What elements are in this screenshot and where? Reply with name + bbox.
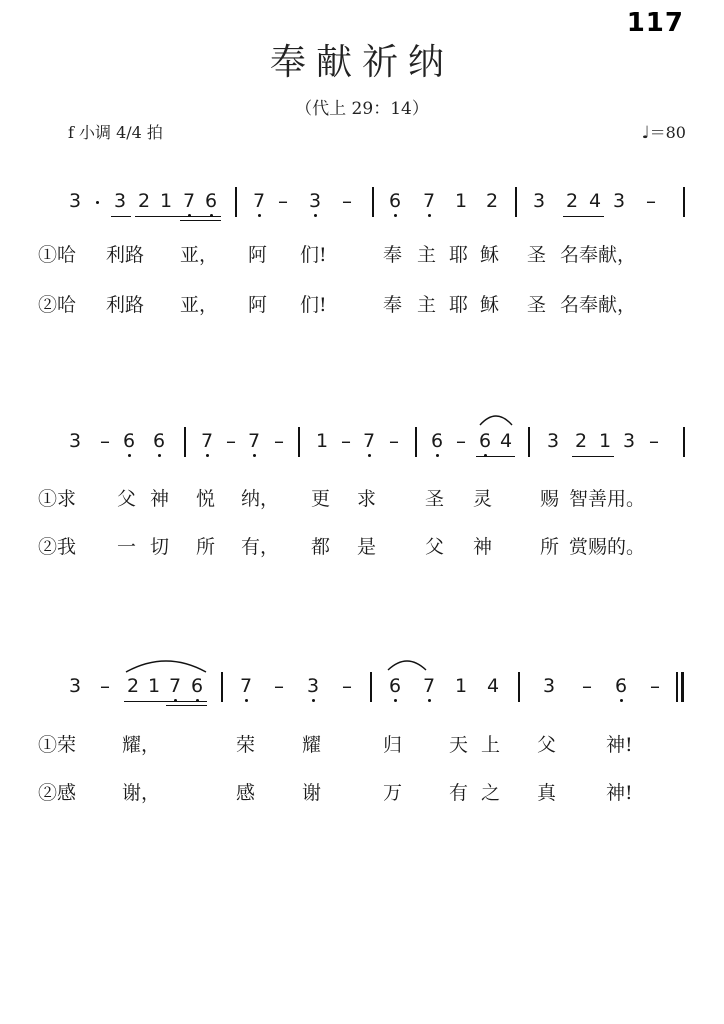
lyric-syllable: 赐	[540, 488, 560, 510]
lyric-syllable: 荣	[236, 734, 256, 756]
lyric-syllable: 神!	[606, 734, 633, 756]
lyric-syllable: 谢，	[122, 782, 161, 804]
barline	[184, 427, 186, 457]
note: 3	[68, 190, 82, 212]
lyric-syllable: 神	[473, 536, 493, 558]
slur-mark	[386, 656, 428, 672]
tempo-marking	[642, 120, 686, 143]
final-barline-thick	[681, 672, 684, 702]
lyric-syllable: 所	[540, 536, 560, 558]
lyric-syllable: 耶	[449, 244, 469, 266]
note: 3	[546, 430, 560, 452]
note: 2	[126, 675, 140, 697]
barline	[298, 427, 300, 457]
note: 3	[113, 190, 127, 212]
lyric-syllable: 是	[357, 536, 377, 558]
lyric-syllable: ②哈	[38, 294, 77, 316]
barline	[221, 672, 223, 702]
lyric-syllable: 智善用。	[569, 488, 646, 510]
lyric-syllable: 更	[311, 488, 331, 510]
note: 7	[360, 428, 378, 454]
note: 1	[454, 190, 468, 212]
lyric-line-1-verse-1	[0, 240, 724, 270]
augmentation-dot	[96, 201, 99, 204]
lyric-syllable: 奉	[383, 244, 403, 266]
note: 6	[120, 428, 138, 454]
note: 7	[198, 428, 216, 454]
lyric-syllable: 稣	[480, 294, 500, 316]
barline	[515, 187, 517, 217]
lyric-syllable: ②我	[38, 536, 77, 558]
note: 6	[476, 428, 494, 454]
lyric-line-3-verse-2	[0, 778, 724, 808]
lyric-syllable: 神	[150, 488, 170, 510]
dash: –	[342, 189, 352, 213]
dash: –	[274, 674, 284, 698]
lyric-syllable: 纳，	[241, 488, 280, 510]
dash: –	[646, 189, 656, 213]
note: 4	[486, 675, 500, 697]
underline-beam	[135, 216, 221, 217]
tempo-value: ＝80	[649, 123, 686, 142]
dash: –	[274, 429, 284, 453]
dash: –	[100, 429, 110, 453]
lyric-syllable: 利路	[106, 294, 145, 316]
barline	[372, 187, 374, 217]
note: 3	[68, 430, 82, 452]
lyric-syllable: 主	[417, 294, 437, 316]
lyric-syllable: 圣	[527, 294, 547, 316]
lyric-line-3-verse-1	[0, 730, 724, 760]
final-barline-thin	[676, 672, 678, 702]
lyric-syllable: 阿	[248, 244, 268, 266]
lyric-syllable: 们!	[300, 294, 327, 316]
lyric-syllable: 圣	[425, 488, 445, 510]
note: 2	[574, 430, 588, 452]
lyric-syllable: 主	[417, 244, 437, 266]
dash: –	[342, 674, 352, 698]
slur-mark	[478, 411, 514, 427]
note: 6	[188, 673, 206, 699]
lyric-syllable: 名奉献，	[560, 244, 637, 266]
note: 3	[612, 190, 626, 212]
lyric-syllable: 阿	[248, 294, 268, 316]
lyric-syllable: ①哈	[38, 244, 77, 266]
note: 3	[532, 190, 546, 212]
underline-beam	[180, 220, 221, 221]
dash: –	[278, 189, 288, 213]
note: 1	[598, 430, 612, 452]
lyric-syllable: 们!	[300, 244, 327, 266]
lyric-syllable: 所	[196, 536, 216, 558]
underline-beam	[166, 705, 207, 706]
underline-beam	[124, 701, 207, 702]
note: 4	[499, 430, 513, 452]
barline	[235, 187, 237, 217]
note: 6	[428, 428, 446, 454]
lyric-syllable: 都	[311, 536, 331, 558]
dash: –	[341, 429, 351, 453]
note: 3	[306, 188, 324, 214]
lyric-syllable: ①荣	[38, 734, 77, 756]
dash: –	[100, 674, 110, 698]
dash: –	[389, 429, 399, 453]
note: 7	[420, 188, 438, 214]
lyric-syllable: ①求	[38, 488, 77, 510]
barline	[528, 427, 530, 457]
lyric-syllable: 切	[150, 536, 170, 558]
lyric-syllable: 神!	[606, 782, 633, 804]
note: 2	[137, 190, 151, 212]
lyric-syllable: 万	[383, 782, 403, 804]
scripture-reference: （代上 29：14）	[295, 99, 429, 119]
lyric-syllable: ②感	[38, 782, 77, 804]
song-title: 奉献祈纳	[269, 42, 454, 83]
note: 3	[622, 430, 636, 452]
lyric-syllable: 有，	[241, 536, 280, 558]
barline	[415, 427, 417, 457]
lyric-syllable: 赏赐的。	[569, 536, 646, 558]
barline	[683, 427, 685, 457]
lyric-syllable: 耀	[302, 734, 322, 756]
lyric-syllable: 名奉献，	[560, 294, 637, 316]
note: 3	[68, 675, 82, 697]
lyric-syllable: 灵	[473, 488, 493, 510]
lyric-syllable: 感	[236, 782, 256, 804]
dash: –	[582, 674, 592, 698]
lyric-line-2-verse-2	[0, 532, 724, 562]
lyric-syllable: 父	[117, 488, 137, 510]
note: 1	[315, 430, 329, 452]
lyric-syllable: 圣	[527, 244, 547, 266]
note: 6	[612, 673, 630, 699]
lyric-syllable: 求	[357, 488, 377, 510]
score-system-1	[0, 183, 724, 223]
lyric-line-1-verse-2	[0, 290, 724, 320]
note: 3	[542, 675, 556, 697]
note: 2	[565, 190, 579, 212]
lyric-syllable: 父	[537, 734, 557, 756]
note: 6	[202, 188, 220, 214]
lyric-syllable: 亚，	[180, 244, 219, 266]
lyric-syllable: 奉	[383, 294, 403, 316]
score-system-2	[0, 423, 724, 463]
lyric-syllable: 一	[117, 536, 137, 558]
underline-beam	[476, 456, 515, 457]
lyric-syllable: 亚，	[180, 294, 219, 316]
lyric-syllable: 上	[481, 734, 501, 756]
note: 2	[485, 190, 499, 212]
note: 6	[386, 673, 404, 699]
barline	[518, 672, 520, 702]
lyric-syllable: 天	[449, 734, 469, 756]
note: 7	[420, 673, 438, 699]
lyric-syllable: 悦	[196, 488, 216, 510]
note: 7	[180, 188, 198, 214]
underline-beam	[572, 456, 614, 457]
note: 6	[150, 428, 168, 454]
key-and-meter: f 小调 4/4 拍	[68, 123, 163, 142]
note: 6	[386, 188, 404, 214]
note: 7	[237, 673, 255, 699]
lyric-syllable: 之	[481, 782, 501, 804]
note: 4	[588, 190, 602, 212]
lyric-syllable: 父	[425, 536, 445, 558]
barline	[370, 672, 372, 702]
lyric-line-2-verse-1	[0, 484, 724, 514]
note: 1	[454, 675, 468, 697]
dash: –	[649, 429, 659, 453]
lyric-syllable: 耶	[449, 294, 469, 316]
barline	[683, 187, 685, 217]
lyric-syllable: 真	[537, 782, 557, 804]
underline-beam	[111, 216, 131, 217]
lyric-syllable: 利路	[106, 244, 145, 266]
lyric-syllable: 归	[383, 734, 403, 756]
slur-mark	[124, 656, 208, 674]
lyric-syllable: 稣	[480, 244, 500, 266]
quarter-note-icon: ♩	[641, 123, 650, 143]
lyric-syllable: 有	[449, 782, 469, 804]
lyric-syllable: 耀，	[122, 734, 161, 756]
dash: –	[226, 429, 236, 453]
note: 3	[304, 673, 322, 699]
lyric-syllable: 谢	[302, 782, 322, 804]
note: 1	[159, 190, 173, 212]
underline-beam	[563, 216, 604, 217]
dash: –	[650, 674, 660, 698]
note: 1	[147, 675, 161, 697]
note: 7	[245, 428, 263, 454]
note: 7	[166, 673, 184, 699]
page-number: 117	[626, 8, 684, 38]
note: 7	[250, 188, 268, 214]
dash: –	[456, 429, 466, 453]
score-system-3	[0, 668, 724, 708]
